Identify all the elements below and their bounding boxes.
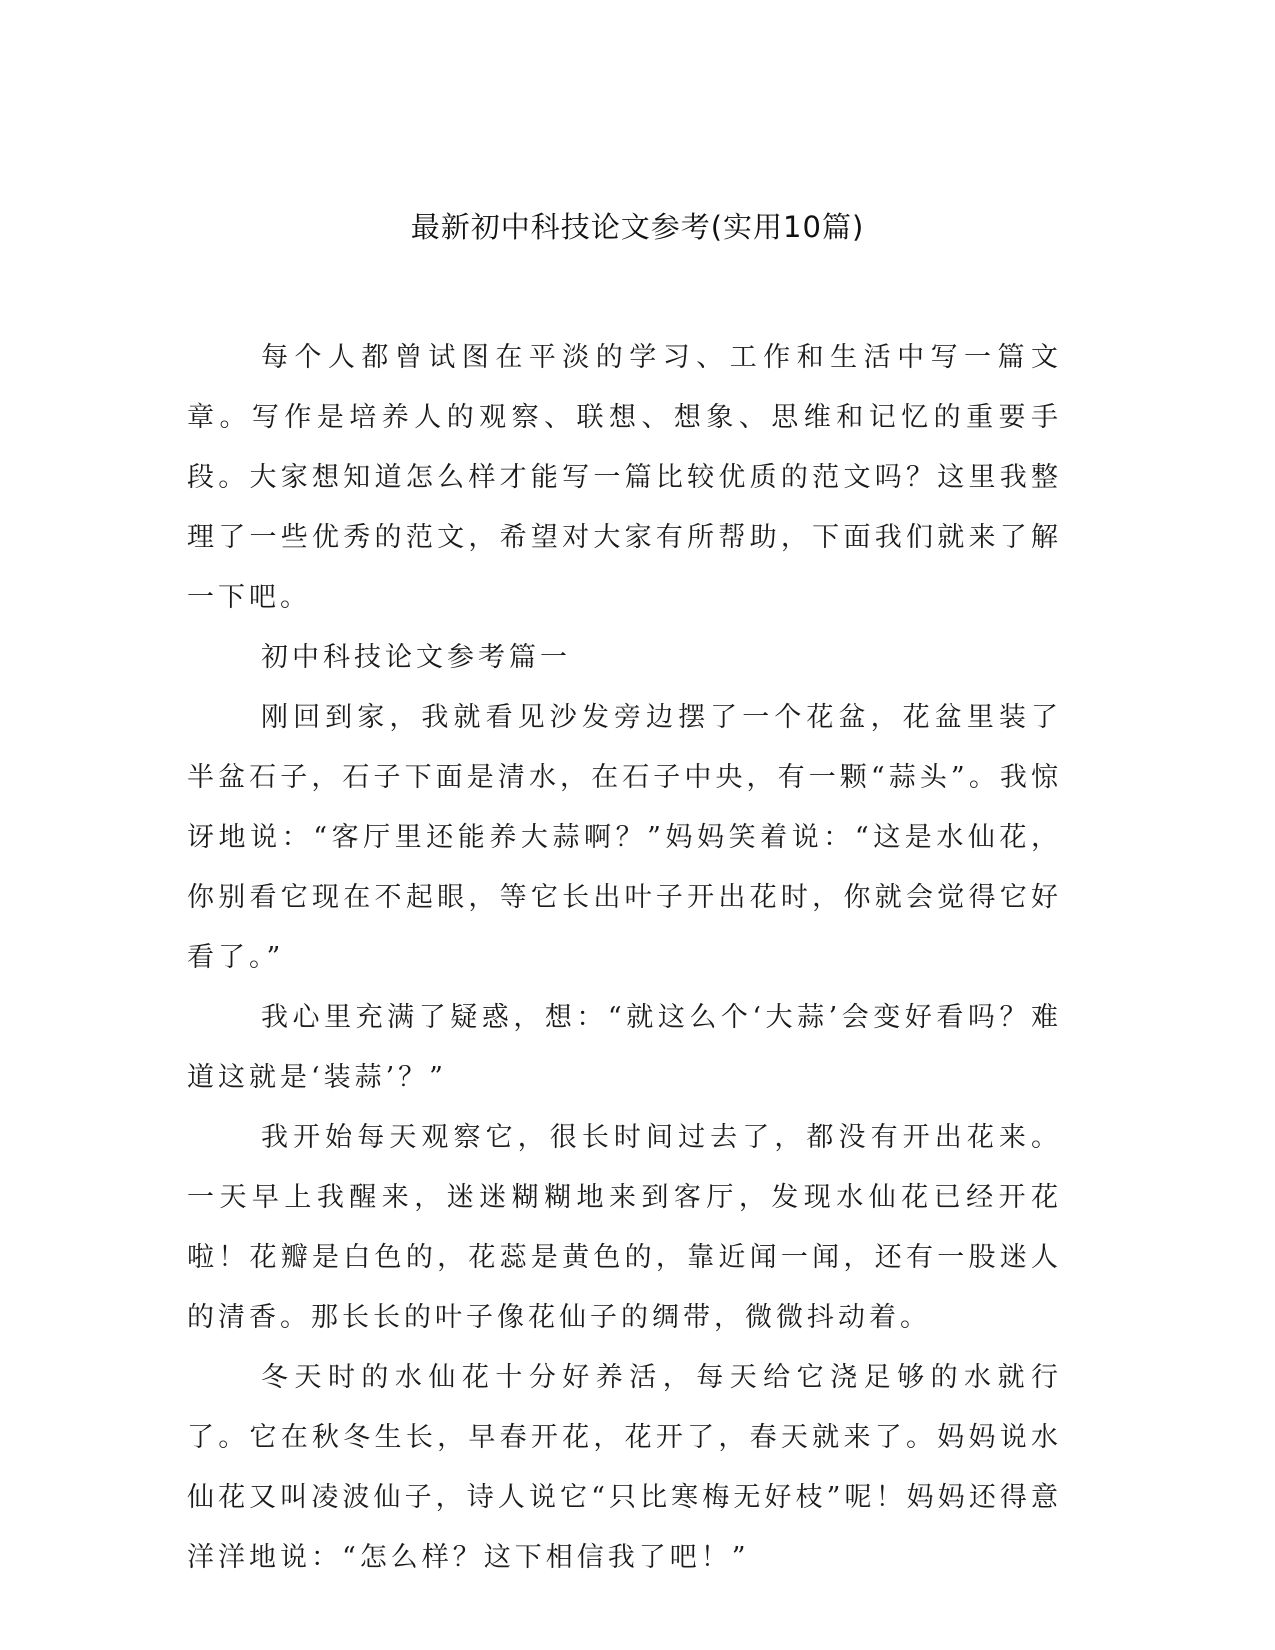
document-title: 最新初中科技论文参考(实用10篇) <box>410 210 865 244</box>
intro-paragraph: 每个人都曾试图在平淡的学习、工作和生活中写一篇文章。写作是培养人的观察、联想、想象、思维和记忆的重要手段。大家想知道怎么样才能写一篇比较优质的范文吗？这里我整理了一些优秀的范文，希望对大家有所帮助，下面我们就来了解一下吧。 <box>187 342 1062 613</box>
body-paragraph: 我开始每天观察它，很长时间过去了，都没有开出花来。一天早上我醒来，迷迷糊糊地来到客厅，发现水仙花已经开花啦！花瓣是白色的，花蕊是黄色的，靠近闻一闻，还有一股迷人的清香。那长长的叶子像花仙子的绸带，微微抖动着。 <box>187 1122 1062 1333</box>
body-paragraph: 我心里充满了疑惑，想：“就这么个‘大蒜’会变好看吗？难道这就是‘装蒜’？” <box>187 1002 1062 1093</box>
document-body <box>187 328 1062 1588</box>
body-paragraph: 冬天时的水仙花十分好养活，每天给它浇足够的水就行了。它在秋冬生长，早春开花，花开了，春天就来了。妈妈说水仙花又叫凌波仙子，诗人说它“只比寒梅无好枝”呢！妈妈还得意洋洋地说：“怎么样？这下相信我了吧！” <box>187 1362 1062 1573</box>
body-paragraph: 刚回到家，我就看见沙发旁边摆了一个花盆，花盆里装了半盆石子，石子下面是清水，在石子中央，有一颗“蒜头”。我惊讶地说：“客厅里还能养大蒜啊？”妈妈笑着说：“这是水仙花，你别看它现在不起眼，等它长出叶子开出花时，你就会觉得它好看了。” <box>187 702 1062 973</box>
section-heading: 初中科技论文参考篇一 <box>261 642 571 673</box>
